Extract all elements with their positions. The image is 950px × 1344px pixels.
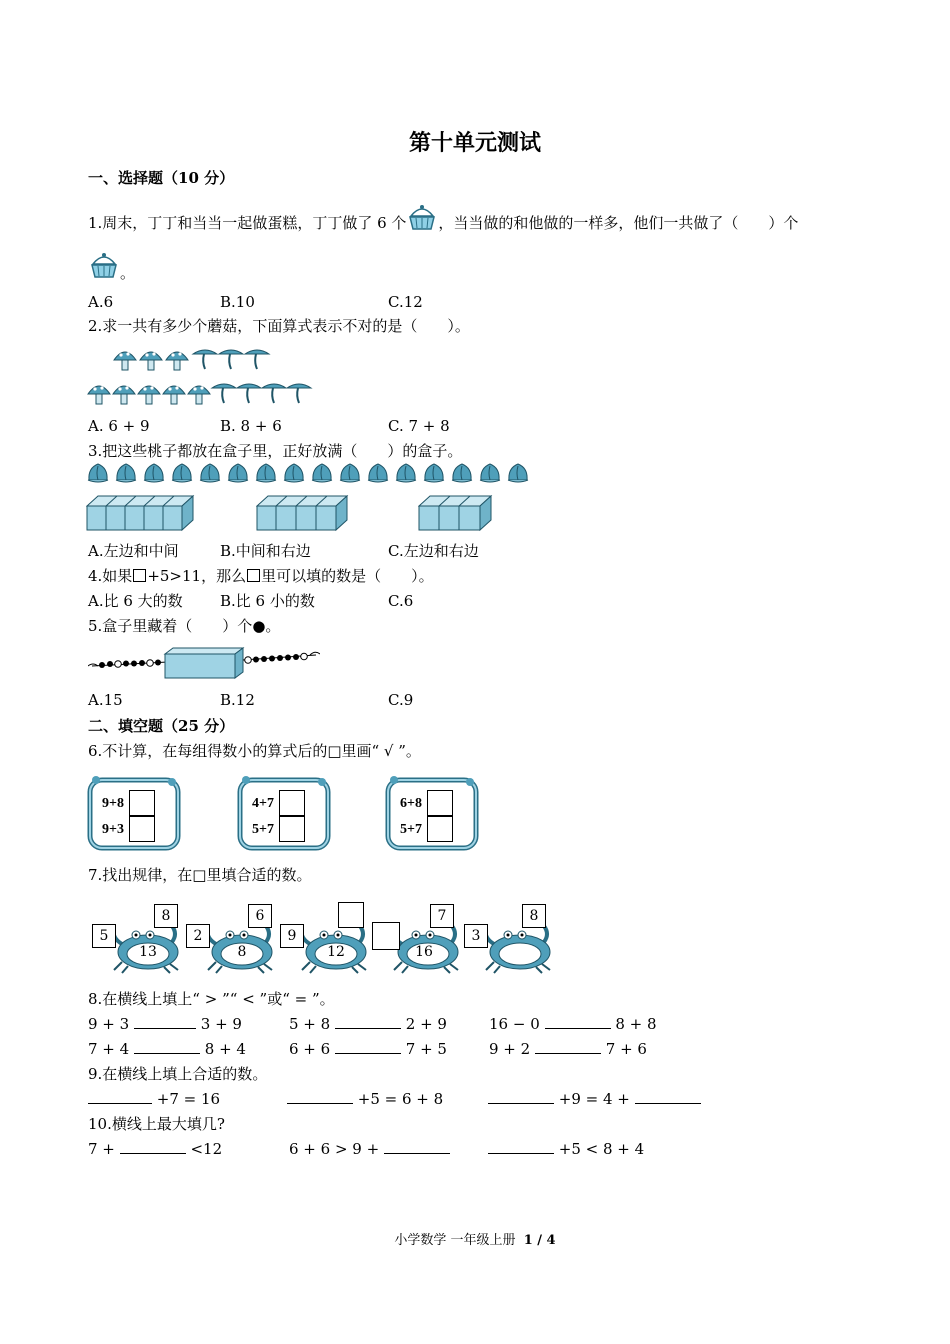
answer-box xyxy=(247,569,260,582)
expression-frame-1 xyxy=(86,772,184,852)
compare-blank[interactable] xyxy=(134,1039,200,1054)
equation-text: +5 < 8 + 4 xyxy=(558,1140,645,1158)
compare-row1-item1 xyxy=(88,1014,242,1034)
compare-row2-item2 xyxy=(289,1039,447,1059)
flat-mushroom-icon xyxy=(262,384,286,403)
answer-box[interactable] xyxy=(129,816,155,842)
fill-blank[interactable] xyxy=(635,1089,701,1104)
q2-option-a: A. 6 + 9 xyxy=(88,417,150,435)
q4-option-b: B.比 6 小的数 xyxy=(220,592,315,610)
expression-frame-2 xyxy=(236,772,334,852)
question-7-text: 7.找出规律，在□里填合适的数。 xyxy=(88,866,312,884)
frame-3-top-expression: 6+8 xyxy=(400,796,422,811)
fill-blank[interactable] xyxy=(120,1139,186,1154)
crab-card-1 xyxy=(92,902,186,974)
frame-2-bottom-expression: 5+7 xyxy=(252,822,274,837)
mushroom-row-top xyxy=(112,346,282,372)
q3-option-b: B.中间和右边 xyxy=(220,542,311,560)
crab-1-left-box[interactable]: 5 xyxy=(92,924,116,948)
question-5-text: 5.盒子里藏着（ ）个●。 xyxy=(88,617,281,635)
q4-option-c: C.6 xyxy=(388,592,414,610)
fill-equation-2 xyxy=(287,1089,443,1109)
crab-card-5 xyxy=(464,902,558,974)
equation-text: +7 = 16 xyxy=(156,1090,221,1108)
fill-blank[interactable] xyxy=(488,1139,554,1154)
q3-option-c: C.左边和右边 xyxy=(388,542,479,560)
q5-option-c: C.9 xyxy=(388,691,414,709)
fill-equation-3 xyxy=(488,1089,701,1109)
q2-option-b: B. 8 + 6 xyxy=(220,417,282,435)
crab-2-left-box[interactable]: 2 xyxy=(186,924,210,948)
compare-row1-item2 xyxy=(289,1014,447,1034)
crab-1-body-number: 13 xyxy=(139,944,157,960)
question-2-text: 2.求一共有多少个蘑菇，下面算式表示不对的是（ ）。 xyxy=(88,317,470,335)
mushroom-icon xyxy=(114,352,136,370)
answer-box[interactable] xyxy=(427,790,453,816)
crab-3-left-box[interactable]: 9 xyxy=(280,924,304,948)
page-footer xyxy=(0,1229,950,1248)
compare-row2-item1 xyxy=(88,1039,246,1059)
peach-row xyxy=(86,462,538,486)
fill-blank[interactable] xyxy=(88,1089,152,1104)
compare-blank[interactable] xyxy=(335,1014,401,1029)
box-left xyxy=(86,494,196,532)
q2-option-c: C. 7 + 8 xyxy=(388,417,450,435)
question-6-text: 6.不计算，在每组得数小的算式后的□里画“ √ ”。 xyxy=(88,742,421,760)
max-fill-3 xyxy=(488,1139,644,1159)
mushroom-icon xyxy=(163,386,185,404)
question-10-text: 10.横线上最大填几? xyxy=(88,1115,225,1133)
crab-card-3 xyxy=(280,902,374,974)
mushroom-row-bottom xyxy=(86,380,326,406)
crab-3-sign-box[interactable] xyxy=(338,902,364,928)
expression-right: 3 + 9 xyxy=(200,1015,242,1033)
compare-row1-item3 xyxy=(489,1014,657,1034)
bead-string-with-box xyxy=(88,644,320,682)
question-1-text-a: 1.周末，丁丁和当当一起做蛋糕，丁丁做了 6 个 xyxy=(88,214,407,232)
fill-blank[interactable] xyxy=(488,1089,554,1104)
answer-box xyxy=(133,569,146,582)
question-8-text: 8.在横线上填上“ > ”“ < ”或“ = ”。 xyxy=(88,990,335,1008)
crab-card-4 xyxy=(372,902,466,974)
crab-3-body-number: 12 xyxy=(327,944,345,960)
equation-text: 7 + xyxy=(88,1140,115,1158)
answer-box[interactable] xyxy=(279,816,305,842)
compare-blank[interactable] xyxy=(134,1014,196,1029)
cake-icon xyxy=(406,202,438,232)
expression-right: 2 + 9 xyxy=(405,1015,447,1033)
q4-option-a: A.比 6 大的数 xyxy=(88,592,183,610)
expression-right: 7 + 5 xyxy=(405,1040,447,1058)
mushroom-icon xyxy=(113,386,135,404)
question-1-text-c: 。 xyxy=(120,264,136,282)
crab-5-sign-box[interactable]: 8 xyxy=(522,904,546,928)
q3-option-a: A.左边和中间 xyxy=(88,542,179,560)
max-fill-2 xyxy=(289,1139,450,1159)
mushroom-icon xyxy=(88,386,110,404)
fill-blank[interactable] xyxy=(287,1089,353,1104)
flat-mushroom-icon xyxy=(219,350,243,369)
flat-mushroom-icon xyxy=(287,384,311,403)
crab-4-left-box[interactable] xyxy=(372,922,400,950)
mushroom-icon xyxy=(188,386,210,404)
q1-option-b: B.10 xyxy=(220,293,255,311)
section-heading-choice: 一、选择题（10 分） xyxy=(88,169,235,187)
page-number: 1 / 4 xyxy=(523,1233,556,1248)
mushroom-icon xyxy=(138,386,160,404)
crab-2-sign-box[interactable]: 6 xyxy=(248,904,272,928)
frame-2-top-expression: 4+7 xyxy=(252,796,274,811)
equation-text: +5 = 6 + 8 xyxy=(357,1090,444,1108)
frame-1-bottom-expression: 9+3 xyxy=(102,822,124,837)
answer-box[interactable] xyxy=(129,790,155,816)
fill-equation-1 xyxy=(88,1089,220,1109)
question-3-text: 3.把这些桃子都放在盒子里，正好放满（ ）的盒子。 xyxy=(88,442,463,460)
q1-option-c: C.12 xyxy=(388,293,423,311)
compare-blank[interactable] xyxy=(535,1039,601,1054)
question-9-text: 9.在横线上填上合适的数。 xyxy=(88,1065,268,1083)
expression-left: 5 + 8 xyxy=(289,1015,331,1033)
footer-subject: 小学数学 一年级上册 xyxy=(394,1233,516,1248)
question-1-text-b: ，当当做的和他做的一样多，他们一共做了（ ）个 xyxy=(438,214,799,232)
mushroom-icon xyxy=(140,352,162,370)
page-title: 第十单元测试 xyxy=(408,130,541,156)
crab-card-2 xyxy=(186,902,280,974)
flat-mushroom-icon xyxy=(237,384,261,403)
expression-frame-3 xyxy=(384,772,482,852)
box-middle xyxy=(256,494,350,532)
flat-mushroom-icon xyxy=(212,384,236,403)
question-4-text-c: 里可以填的数是（ ）。 xyxy=(261,567,434,585)
max-fill-1 xyxy=(88,1139,222,1159)
expression-left: 7 + 4 xyxy=(88,1040,130,1058)
flat-mushroom-icon xyxy=(193,350,217,369)
compare-blank[interactable] xyxy=(335,1039,401,1054)
expression-left: 6 + 6 xyxy=(289,1040,331,1058)
answer-box[interactable] xyxy=(279,790,305,816)
cake-icon xyxy=(88,250,120,280)
equation-text: +9 = 4 + xyxy=(558,1090,630,1108)
question-1-text xyxy=(88,213,798,234)
fill-blank[interactable] xyxy=(384,1139,450,1154)
answer-box[interactable] xyxy=(427,816,453,842)
mushroom-icon xyxy=(166,352,188,370)
section-heading-fill: 二、填空题（25 分） xyxy=(88,717,235,735)
expression-right: 8 + 4 xyxy=(204,1040,246,1058)
question-4-text xyxy=(88,566,434,586)
expression-right: 7 + 6 xyxy=(605,1040,647,1058)
crab-4-body-number: 16 xyxy=(415,944,433,960)
q5-option-a: A.15 xyxy=(88,691,123,709)
expression-right: 8 + 8 xyxy=(615,1015,657,1033)
equation-text: 6 + 6 > 9 + xyxy=(289,1140,380,1158)
expression-left: 16 − 0 xyxy=(489,1015,540,1033)
frame-3-bottom-expression: 5+7 xyxy=(400,822,422,837)
crab-5-left-box[interactable]: 3 xyxy=(464,924,488,948)
equation-text: <12 xyxy=(190,1140,223,1158)
crab-1-sign-box[interactable]: 8 xyxy=(154,904,178,928)
frame-1-top-expression: 9+8 xyxy=(102,796,124,811)
box-right xyxy=(418,494,494,532)
flat-mushroom-icon xyxy=(245,350,269,369)
compare-row2-item3 xyxy=(489,1039,647,1059)
expression-left: 9 + 2 xyxy=(489,1040,531,1058)
question-4-text-b: +5>11，那么 xyxy=(147,567,247,585)
q5-option-b: B.12 xyxy=(220,691,255,709)
question-4-text-a: 4.如果 xyxy=(88,567,133,585)
q1-option-a: A.6 xyxy=(88,293,114,311)
crab-2-body-number: 8 xyxy=(237,944,247,960)
expression-left: 9 + 3 xyxy=(88,1015,130,1033)
crab-4-sign-box[interactable]: 7 xyxy=(430,904,454,928)
compare-blank[interactable] xyxy=(545,1014,611,1029)
